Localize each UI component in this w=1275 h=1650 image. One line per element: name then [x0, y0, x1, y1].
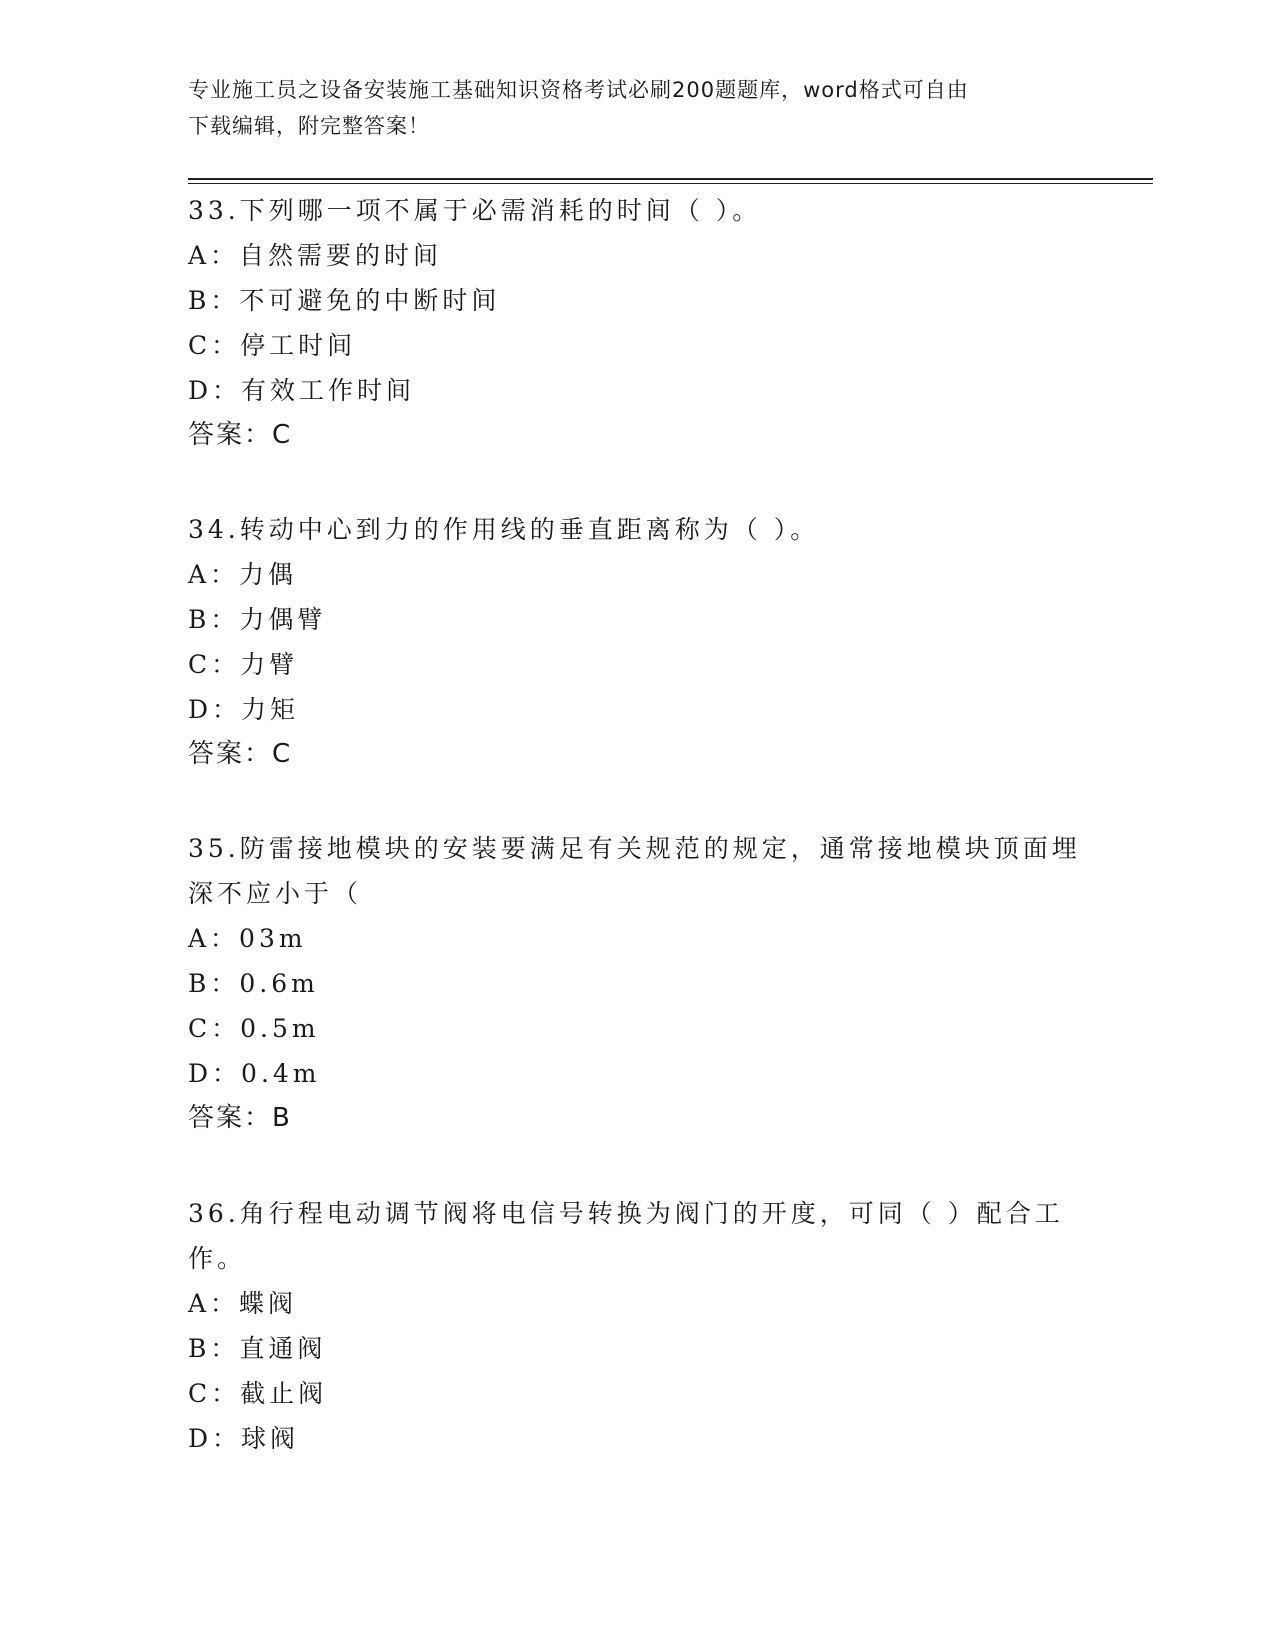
- question-35: [188, 826, 1088, 1141]
- question-34: [188, 507, 1088, 777]
- option-b: B：不可避免的中断时间: [188, 286, 501, 315]
- question-stem: 33.下列哪一项不属于必需消耗的时间（ ）。: [188, 196, 762, 225]
- question-36: [188, 1191, 1088, 1461]
- option-b: B：0.6m: [188, 969, 319, 998]
- header-line-1: 专业施工员之设备安装施工基础知识资格考试必刷200题题库，word格式可自由: [188, 78, 969, 102]
- option-c: C：0.5m: [188, 1014, 320, 1043]
- option-b: B：力偶臂: [188, 605, 327, 634]
- option-c: C：力臂: [188, 650, 299, 679]
- question-stem-line-1: 36.角行程电动调节阀将电信号转换为阀门的开度，可同（ ）配合工: [188, 1199, 1064, 1228]
- question-stem: 34.转动中心到力的作用线的垂直距离称为（ ）。: [188, 515, 820, 544]
- document-header: [188, 72, 1088, 144]
- option-a: A：自然需要的时间: [188, 241, 443, 270]
- question-stem-line-2: 作。: [188, 1244, 247, 1273]
- option-a: A：蝶阀: [188, 1289, 298, 1318]
- option-d: D：力矩: [188, 695, 300, 724]
- option-b: B：直通阀: [188, 1334, 327, 1363]
- option-a: A：力偶: [188, 560, 298, 589]
- option-a: A：03m: [188, 924, 307, 953]
- question-stem-line-1: 35.防雷接地模块的安装要满足有关规范的规定，通常接地模块顶面埋: [188, 834, 1081, 863]
- option-d: D：0.4m: [188, 1059, 321, 1088]
- option-d: D：有效工作时间: [188, 376, 416, 405]
- question-stem-line-2: 深不应小于（: [188, 879, 363, 908]
- question-33: [188, 188, 1088, 458]
- option-c: C：停工时间: [188, 331, 357, 360]
- option-d: D：球阀: [188, 1424, 300, 1453]
- answer: 答案：C: [188, 420, 293, 450]
- header-line-2: 下载编辑，附完整答案！: [188, 114, 430, 138]
- header-divider-thin: [188, 183, 1153, 184]
- answer: 答案：C: [188, 739, 293, 769]
- header-divider-thick: [188, 178, 1153, 180]
- option-c: C：截止阀: [188, 1379, 328, 1408]
- answer: 答案：B: [188, 1103, 292, 1133]
